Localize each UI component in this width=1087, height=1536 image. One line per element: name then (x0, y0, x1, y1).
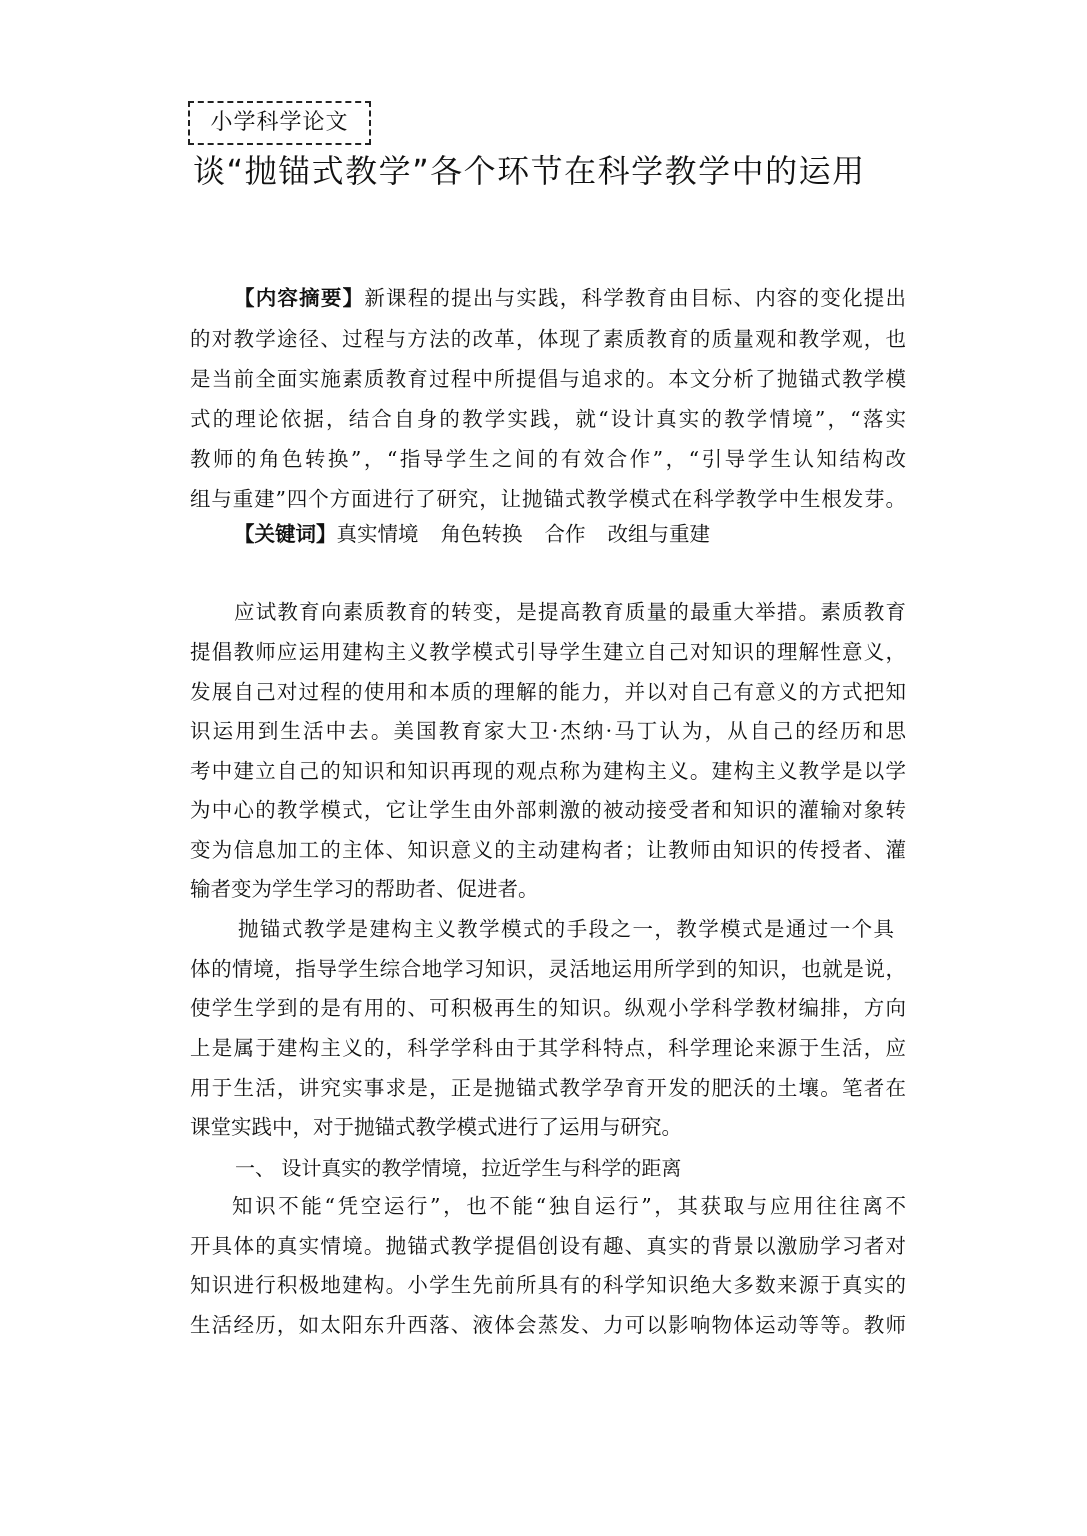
body-line: 课堂实践中，对于抛锚式教学模式进行了运用与研究。 (190, 1115, 682, 1139)
section-heading: 一、 设计真实的教学情境，拉近学生与科学的距离 (235, 1156, 682, 1180)
keyword: 角色转换 (440, 522, 523, 546)
body-line: 生活经历，如太阳东升西落、液体会蒸发、力可以影响物体运动等等。教师 (190, 1313, 906, 1337)
abstract-label: 【内容摘要】 (234, 286, 365, 310)
keywords-line (234, 519, 906, 549)
body-line: 抛锚式教学是建构主义教学模式的手段之一，教学模式是通过一个具 (238, 917, 894, 941)
abstract-line: 【内容摘要】新课程的提出与实践，科学教育由目标、内容的变化提出 (234, 286, 907, 310)
keyword: 合作 (544, 522, 586, 546)
keywords-label: 【关键词】 (234, 522, 337, 546)
category-tag: 小学科学论文 (188, 101, 371, 145)
abstract-line: 组与重建”四个方面进行了研究，让抛锚式教学模式在科学教学中生根发芽。 (190, 487, 906, 511)
body-line: 为中心的教学模式，它让学生由外部刺激的被动接受者和知识的灌输对象转 (190, 798, 906, 822)
body-line: 知识进行积极地建构。小学生先前所具有的科学知识绝大多数来源于真实的 (190, 1273, 906, 1297)
body-line: 应试教育向素质教育的转变，是提高教育质量的最重大举措。素质教育 (234, 600, 906, 624)
abstract-line: 的对教学途径、过程与方法的改革，体现了素质教育的质量观和教学观，也 (190, 327, 906, 351)
page-title: 谈“抛锚式教学”各个环节在科学教学中的运用 (193, 152, 866, 190)
body-line: 使学生学到的是有用的、可积极再生的知识。纵观小学科学教材编排，方向 (190, 996, 906, 1020)
body-line: 开具体的真实情境。抛锚式教学提倡创设有趣、真实的背景以激励学习者对 (190, 1234, 906, 1258)
body-line: 考中建立自己的知识和知识再现的观点称为建构主义。建构主义教学是以学 (190, 759, 906, 783)
body-line: 输者变为学生学习的帮助者、促进者。 (190, 877, 539, 901)
body-line: 识运用到生活中去。美国教育家大卫·杰纳·马丁认为，从自己的经历和思 (190, 719, 906, 743)
abstract-line: 式的理论依据，结合自身的教学实践，就“设计真实的教学情境”，“落实 (190, 407, 906, 431)
abstract-line: 教师的角色转换”，“指导学生之间的有效合作”，“引导学生认知结构改 (190, 447, 906, 471)
body-line: 发展自己对过程的使用和本质的理解的能力，并以对自己有意义的方式把知 (190, 680, 906, 704)
body-line: 体的情境，指导学生综合地学习知识，灵活地运用所学到的知识，也就是说， (190, 957, 906, 981)
abstract-line: 是当前全面实施素质教育过程中所提倡与追求的。本文分析了抛锚式教学模 (190, 367, 906, 391)
body-line: 上是属于建构主义的，科学学科由于其学科特点，科学理论来源于生活，应 (190, 1036, 906, 1060)
body-line: 用于生活，讲究实事求是，正是抛锚式教学孕育开发的肥沃的土壤。笔者在 (190, 1076, 906, 1100)
keyword: 真实情境 (336, 522, 419, 546)
body-line: 变为信息加工的主体、知识意义的主动建构者；让教师由知识的传授者、灌 (190, 838, 906, 862)
keyword: 改组与重建 (607, 522, 710, 546)
body-line: 知识不能“凭空运行”，也不能“独自运行”，其获取与应用往往离不 (232, 1194, 906, 1218)
body-line: 提倡教师应运用建构主义教学模式引导学生建立自己对知识的理解性意义， (190, 640, 906, 664)
